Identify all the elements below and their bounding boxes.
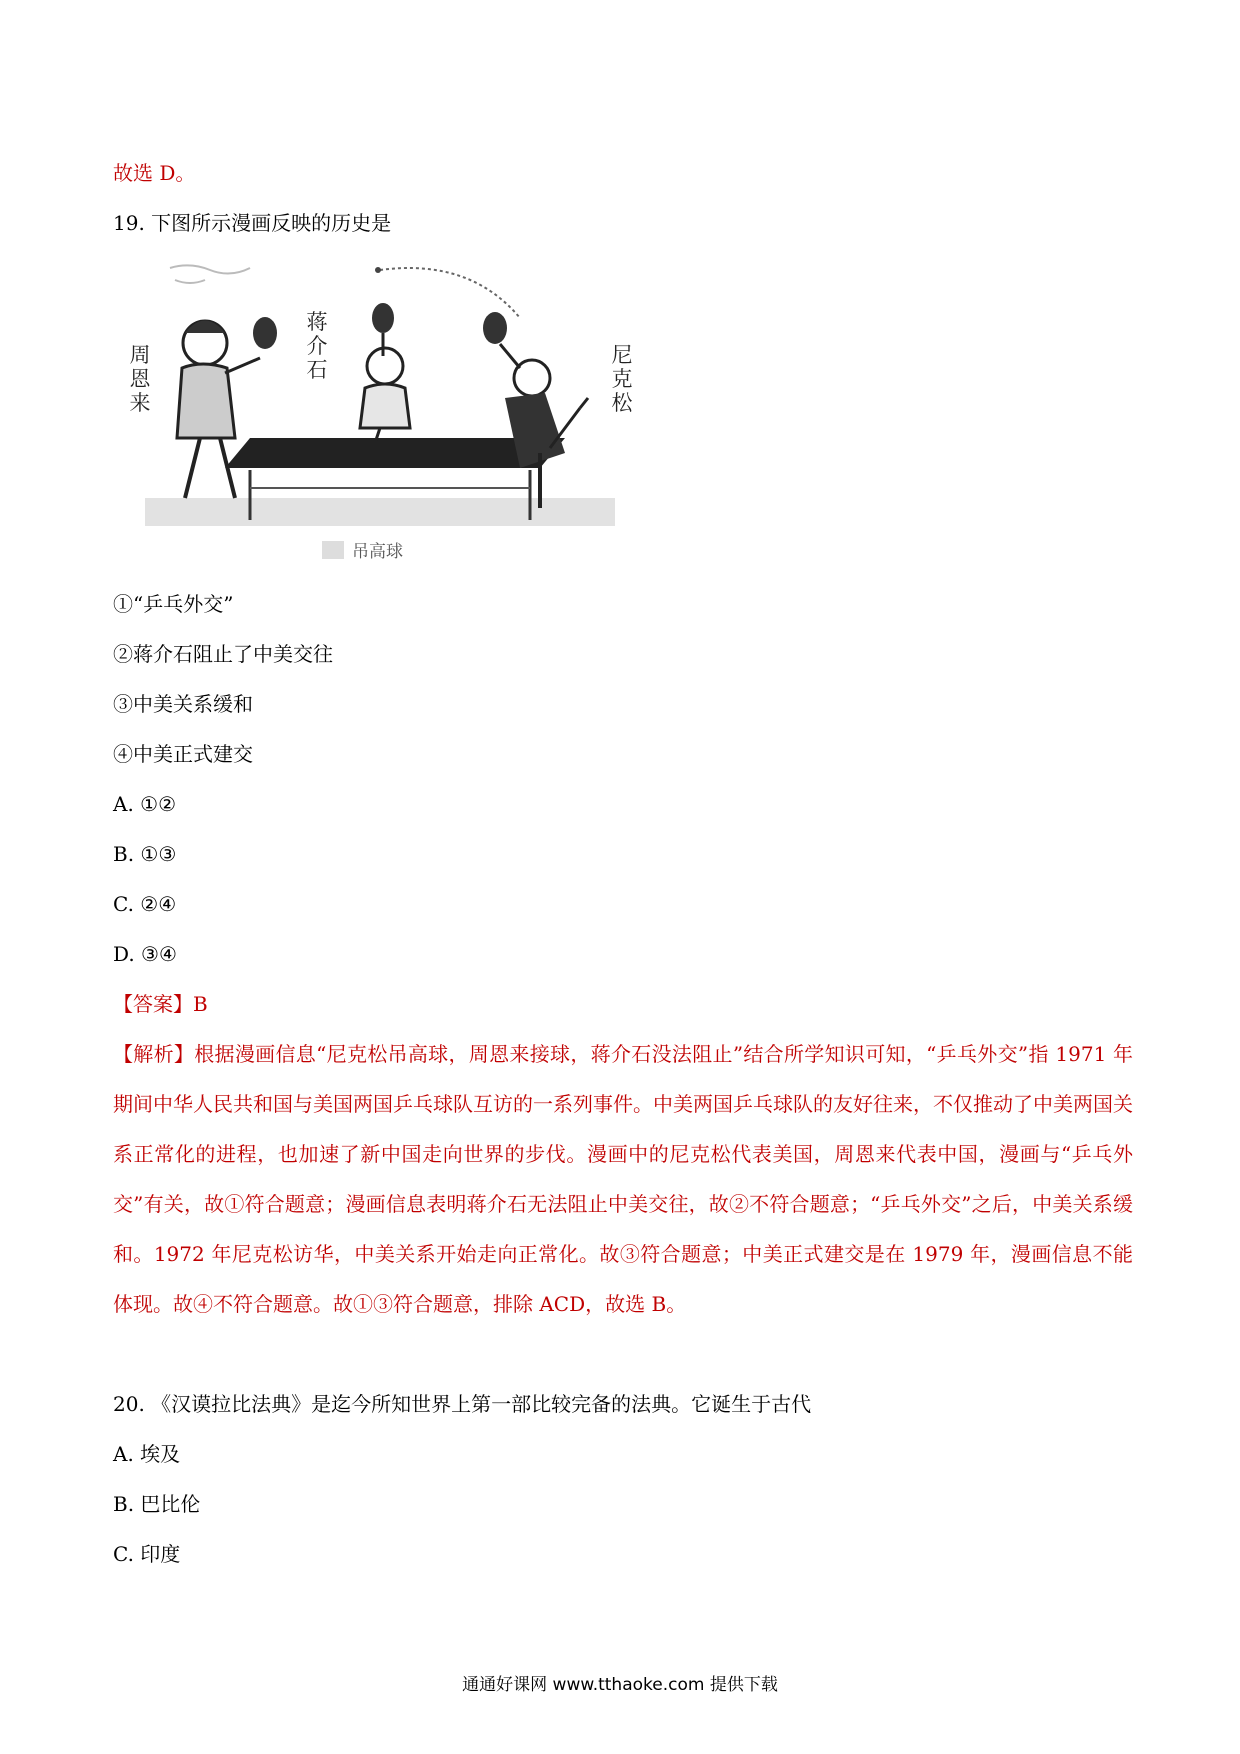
label-nixon: 尼克松 bbox=[611, 343, 633, 415]
option-b: B. ①③ bbox=[113, 842, 177, 866]
statement-4: ④中美正式建交 bbox=[113, 742, 253, 766]
previous-answer-conclusion: 故选 D。 bbox=[113, 161, 196, 185]
q20-option-b: B. 巴比伦 bbox=[113, 1492, 201, 1516]
answer-label: 【答案】B bbox=[113, 992, 208, 1016]
cartoon-caption: 吊高球 bbox=[352, 542, 403, 562]
cartoon-illustration bbox=[140, 258, 650, 568]
q20-option-a: A. 埃及 bbox=[113, 1442, 181, 1466]
ping-pong-cartoon bbox=[129, 258, 650, 568]
analysis-paragraph: 【解析】根据漫画信息“尼克松吊高球，周恩来接球，蒋介石没法阻止”结合所学知识可知，“乒乓外交”指 1971 年期间中华人民共和国与美国两国乒乓球队互访的一系列事件。中美两国乒乓球队的友好往来，不仅推动了中美两国关系正常化的进程，也加速了新中国走向世界的步伐。漫画中的尼克松代表美国，周恩来代表中国，漫画与“乒乓外交”有关，故①符合题意；漫画信息表明蒋介石无法阻止中美交往，故②不符合题意；“乒乓外交”之后，中美关系缓和。1972 年尼克松访华，中美关系开始走向正常化。故③符合题意；中美正式建交是在 1979 年，漫画信息不能体现。故④不符合题意。故①③符合题意，排除 ACD，故选 B。 bbox=[113, 1042, 1133, 1316]
statement-2: ②蒋介石阻止了中美交往 bbox=[113, 642, 333, 666]
statement-3: ③中美关系缓和 bbox=[113, 692, 253, 716]
label-zhou-enlai: 周恩来 bbox=[129, 343, 151, 415]
statement-1: ①“乒乓外交” bbox=[113, 592, 234, 616]
caption-marker bbox=[322, 541, 344, 559]
option-a: A. ①② bbox=[113, 792, 177, 816]
label-chiang-kai-shek: 蒋介石 bbox=[306, 310, 328, 382]
footer-source: 通通好课网 www.tthaoke.com 提供下载 bbox=[462, 1675, 778, 1695]
q20-option-c: C. 印度 bbox=[113, 1542, 181, 1566]
question-19-stem: 19. 下图所示漫画反映的历史是 bbox=[113, 211, 392, 235]
option-c: C. ②④ bbox=[113, 892, 177, 916]
question-20-stem: 20. 《汉谟拉比法典》是迄今所知世界上第一部比较完备的法典。它诞生于古代 bbox=[113, 1392, 812, 1416]
option-d: D. ③④ bbox=[113, 942, 177, 966]
